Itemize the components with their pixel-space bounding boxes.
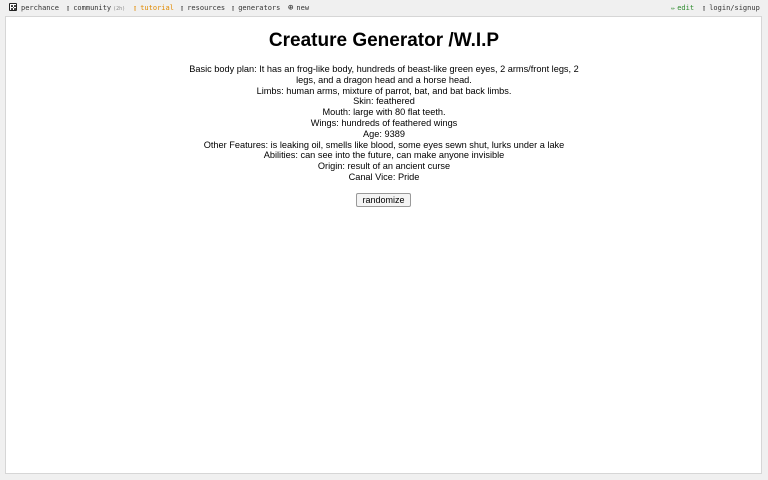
output-line-body-plan: Basic body plan: It has an frog-like body, hundreds of beast-like green eyes, 2 arms/front legs, 2 legs, and a dragon head and a horse head.	[189, 64, 579, 85]
nav-new-link[interactable]	[288, 3, 309, 13]
generators-icon: ▯	[231, 4, 236, 12]
user-icon: ▯	[702, 4, 707, 12]
nav-edit-link[interactable]	[671, 3, 694, 13]
output-line-origin: Origin: result of an ancient curse	[317, 161, 451, 172]
pencil-icon: ✏	[671, 4, 676, 12]
output-line-other-features: Other Features: is leaking oil, smells like blood, some eyes sewn shut, lurks under a lake	[203, 139, 565, 150]
nav-login-link[interactable]	[702, 3, 760, 13]
chat-icon: ▯	[66, 4, 71, 12]
generator-output	[180, 64, 588, 183]
plus-circle-icon: ⊕	[288, 3, 294, 13]
output-line-limbs: Limbs: human arms, mixture of parrot, bat, and bat back limbs.	[256, 85, 512, 96]
tutorial-label: tutorial	[140, 4, 174, 12]
new-label: new	[296, 4, 310, 12]
output-line-mouth: Mouth: large with 80 flat teeth.	[322, 107, 446, 118]
community-label: community	[73, 4, 112, 12]
edit-label: edit	[677, 4, 695, 12]
nav-generators-link[interactable]	[231, 3, 280, 13]
site-name: perchance	[21, 4, 59, 12]
dice-icon	[9, 3, 17, 11]
output-line-abilities: Abilities: can see into the future, can make anyone invisible	[263, 150, 505, 161]
randomize-button[interactable]: randomize	[356, 193, 411, 207]
nav-resources-link[interactable]	[180, 3, 225, 13]
community-count: (2h)	[113, 6, 126, 12]
generators-label: generators	[238, 4, 281, 12]
top-nav-bar	[0, 0, 768, 15]
output-line-age: Age: 9389	[363, 128, 405, 139]
page-title: Creature Generator /W.I.P	[268, 30, 500, 51]
resources-icon: ▯	[180, 4, 185, 12]
output-line-skin: Skin: feathered	[353, 96, 415, 107]
book-icon: ▯	[133, 4, 138, 12]
nav-community-link[interactable]	[66, 3, 125, 14]
output-line-vice: Canal Vice: Pride	[348, 171, 420, 182]
nav-home-link[interactable]	[9, 3, 59, 13]
resources-label: resources	[187, 4, 226, 12]
login-label: login/signup	[709, 4, 760, 12]
nav-tutorial-link[interactable]	[133, 3, 174, 13]
output-line-wings: Wings: hundreds of feathered wings	[310, 117, 458, 128]
